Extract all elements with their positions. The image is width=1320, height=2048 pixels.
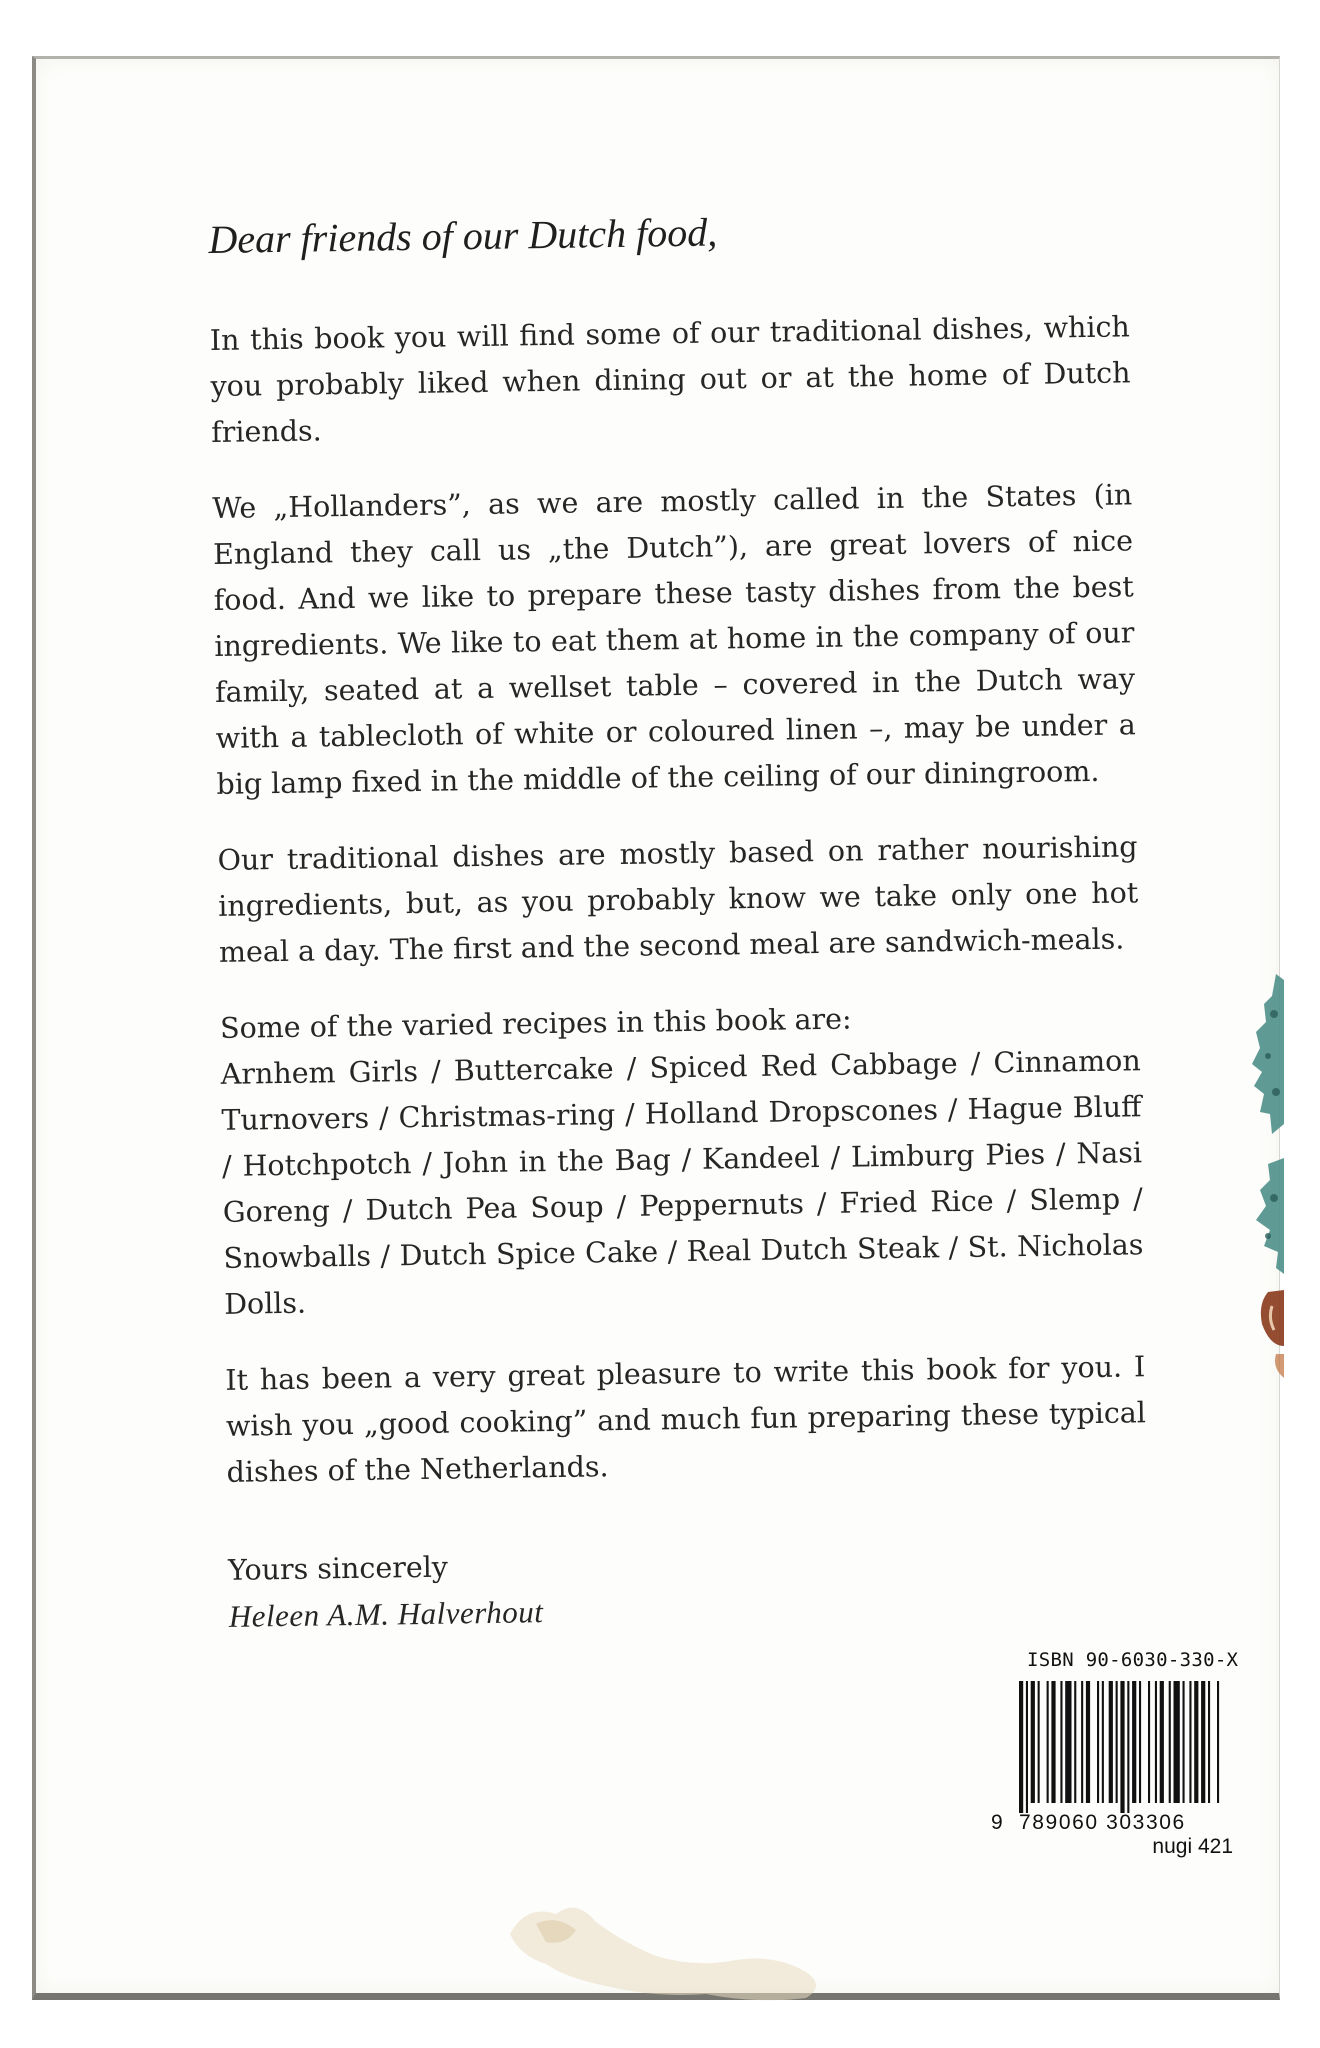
- isbn-label: ISBN 90-6030-330-X: [1027, 1649, 1239, 1671]
- paper-stain: [506, 1894, 836, 2004]
- closing-line: Yours sincerely: [227, 1550, 449, 1587]
- paragraph-traditional-dishes: Our traditional dishes are mostly based on rather nourishing ingredients, but, as you probably know we take only one hot meal a day. The first and the second meal are sandwich-meals.: [217, 830, 1139, 969]
- cropped-illustration-edge: [1246, 974, 1284, 1384]
- barcode-number: [991, 1811, 1241, 1835]
- letter-closing: [228, 1534, 1149, 1640]
- barcode-first-digit: 9: [991, 1811, 1003, 1834]
- author-signature: Heleen A.M. Halverhout: [228, 1594, 544, 1634]
- nugi-code: nugi 421: [1152, 1835, 1233, 1858]
- barcode-bars: [1017, 1681, 1222, 1813]
- recipes-list: Arnhem Girls / Buttercake / Spiced Red Cabbage / Cinnamon Turnovers / Christmas-ring / Holland Dropscones / Hague Bluff / Hotchpotch / John in the Bag / Kandeel / Limburg Pies / Nasi Goreng / Dutch Pea Soup / Peppernuts / Fried Rice / Slemp / Snowballs / Dutch Spice Cake / Real Dutch Steak / St. Nicholas Dolls.: [220, 1044, 1144, 1321]
- recipes-intro: Some of the varied recipes in this book are:: [219, 1002, 852, 1045]
- barcode-digits: 789060 303306: [1019, 1811, 1186, 1834]
- greeting-heading: Dear friends of our Dutch food,: [208, 209, 718, 262]
- letter-body: [210, 304, 1147, 1496]
- isbn-barcode-block: [991, 1649, 1241, 1859]
- paragraph-pleasure: It has been a very great pleasure to write this book for you. I wish you „good cooking” and much fun preparing these typical dishes of the Netherlands.: [225, 1350, 1147, 1489]
- paragraph-intro: In this book you will find some of our traditional dishes, which you probably liked when dining out or at the home of Dutch friends.: [209, 310, 1131, 449]
- paragraph-hollanders: We „Hollanders”, as we are mostly called in the States (in England they call us „the Dutch”), are great lovers of nice food. And we like to prepare these tasty dishes from the best ingredients. We like to eat them at home in the company of our family, seated at a wellset table – covered in the Dutch way with a tablecloth of white or coloured linen –, may be under a big lamp fixed in the middle of the ceiling of our diningroom.: [212, 478, 1136, 801]
- book-back-cover: [32, 56, 1280, 2000]
- letter-text: [208, 200, 1149, 1639]
